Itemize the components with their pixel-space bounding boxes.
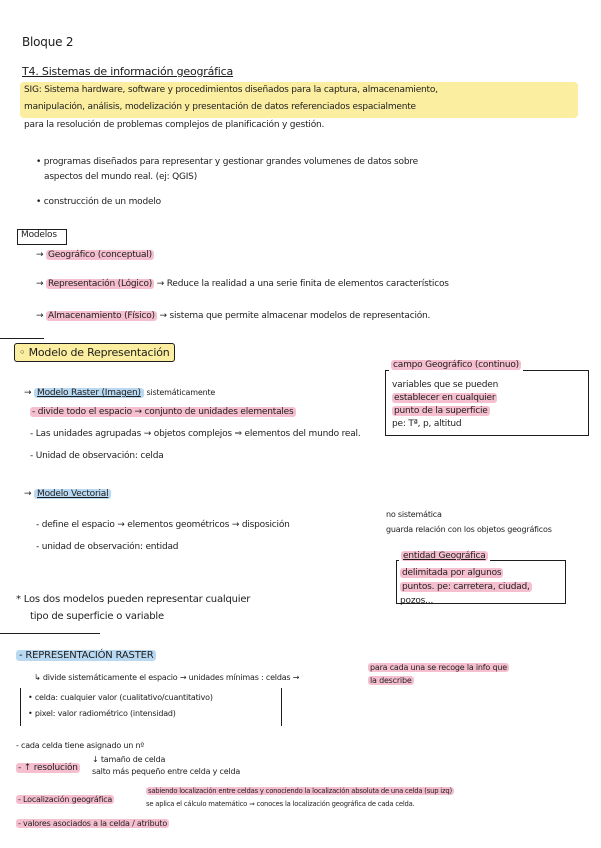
campo-title	[389, 361, 523, 371]
modelo-rep-title	[14, 347, 175, 359]
campo-line-4: pe: Tª, p, altitud	[392, 419, 462, 429]
raster-title	[24, 389, 215, 399]
topic-title-text: T4. Sistemas de información geográfica	[22, 65, 234, 78]
sig-def-line3: para la resolución de problemas complejos de planificación y gestión.	[24, 120, 325, 130]
valores-line-text: - valores asociados a la celda / atributo	[18, 819, 168, 828]
rep-raster-title-text: - REPRESENTACIÓN RASTER	[16, 650, 156, 661]
campo-line-2-text: establecer en cualquier	[394, 393, 496, 403]
bullet-programas-cont: aspectos del mundo real. (ej: QGIS)	[44, 172, 198, 182]
entidad-line-1-text: delimitada por algunos	[402, 568, 502, 578]
modelo-rep-title-text: ◦ Modelo de Representación	[14, 343, 175, 362]
vectorial-line-2: - unidad de observación: entidad	[36, 542, 179, 552]
resolucion-label-text: - ↑ resolución	[18, 763, 78, 773]
entidad-line-2	[400, 583, 532, 593]
vectorial-title	[24, 490, 111, 500]
pixel-line: • pixel: valor radiométrico (intensidad)	[28, 709, 176, 718]
ambos-line-2: tipo de superficie o variable	[30, 611, 164, 622]
modelos-label: Modelos	[21, 230, 57, 240]
campo-line-1: variables que se pueden	[392, 380, 499, 390]
arrow-icon: →	[36, 250, 44, 260]
vectorial-note-a: no sistemática	[386, 510, 442, 519]
entidad-line-1	[400, 569, 503, 579]
arrow-icon: →	[24, 388, 35, 398]
ambos-line-1: * Los dos modelos pueden representar cualquier	[16, 594, 251, 605]
rep-raster-note-a	[368, 664, 509, 673]
raster-line-2: - Las unidades agrupadas → objetos complejos ⇒ elementos del mundo real.	[30, 429, 361, 439]
arrow-icon: →	[36, 279, 44, 289]
raster-side-note: sistemáticamente	[146, 388, 216, 397]
rep-raster-title	[16, 650, 156, 661]
arrow-icon: →	[24, 489, 35, 499]
sig-def-line2: manipulación, análisis, modelización y presentación de datos referenciados espacialmente	[24, 102, 416, 112]
entidad-title-text: entidad Geográfica	[403, 551, 486, 561]
modelo-almacenamiento-name: Almacenamiento (Físico)	[48, 311, 155, 321]
modelo-item-almacenamiento	[36, 312, 430, 322]
valores-line	[16, 820, 169, 829]
raster-title-text: Modelo Raster (Imagen)	[34, 388, 144, 398]
raster-line-3: - Unidad de observación: celda	[30, 451, 164, 461]
celda-line: • celda: cualquier valor (cualitativo/cuantitativo)	[28, 693, 213, 702]
rep-raster-line-1: ↳ divide sistemáticamente el espacio → unidades mínimas : celdas →	[34, 673, 300, 682]
entidad-title	[399, 552, 490, 562]
modelo-geografico-name: Geográfico (conceptual)	[48, 250, 152, 260]
entidad-line-3: pozos...	[400, 596, 434, 606]
localizacion-b: se aplica el cálculo matemático ⇒ conoces la localización geográfica de cada celda.	[146, 800, 415, 808]
campo-line-2	[392, 394, 497, 404]
rep-raster-note-b	[368, 677, 414, 686]
modelo-representacion-desc: → Reduce la realidad a una serie finita de elementos característicos	[156, 279, 449, 289]
section-divider	[0, 633, 100, 634]
campo-title-text: campo Geográfico (continuo)	[393, 360, 519, 370]
modelo-item-geografico	[36, 251, 154, 261]
sig-def-line1: SIG: Sistema hardware, software y procedimientos diseñados para la captura, almacenamiento,	[24, 85, 438, 95]
arrow-icon: →	[36, 311, 44, 321]
resolucion-a: ↓ tamaño de celda	[92, 755, 166, 764]
campo-line-3	[392, 407, 490, 417]
cada-celda-line: - cada celda tiene asignado un nº	[16, 741, 144, 750]
section-divider	[0, 338, 44, 339]
modelo-almacenamiento-desc: → sistema que permite almacenar modelos de representación.	[159, 311, 431, 321]
resolucion-b: salto más pequeño entre celda y celda	[92, 767, 241, 776]
localizacion-label	[16, 796, 114, 805]
campo-line-3-text: punto de la superficie	[394, 406, 488, 416]
bullet-construccion: • construcción de un modelo	[36, 197, 161, 207]
rep-raster-note-a-text: para cada una se recoge la info que	[370, 663, 507, 672]
page-heading: Bloque 2	[22, 35, 74, 49]
vectorial-note-b: guarda relación con los objetos geográficos	[386, 525, 552, 534]
topic-title	[22, 66, 233, 78]
vectorial-title-text: Modelo Vectorial	[34, 489, 111, 499]
modelo-representacion-name: Representación (Lógico)	[48, 279, 153, 289]
raster-line-1-text: - divide todo el espacio → conjunto de unidades elementales	[32, 407, 294, 417]
localizacion-label-text: - Localización geográfica	[18, 795, 113, 804]
rep-raster-note-b-text: la describe	[370, 676, 412, 685]
bullet-programas: • programas diseñados para representar y gestionar grandes volumenes de datos sobre	[36, 157, 418, 167]
entidad-line-2-text: puntos. pe: carretera, ciudad,	[402, 582, 530, 592]
raster-line-1	[30, 408, 296, 418]
localizacion-a	[146, 788, 454, 795]
localizacion-a-text: sabiendo localización entre celdas y conociendo la localización absoluta de una celda (sup izq)	[148, 787, 452, 795]
modelo-item-representacion	[36, 280, 449, 290]
resolucion-label	[16, 764, 80, 774]
vectorial-line-1: - define el espacio → elementos geométricos → disposición	[36, 520, 290, 530]
